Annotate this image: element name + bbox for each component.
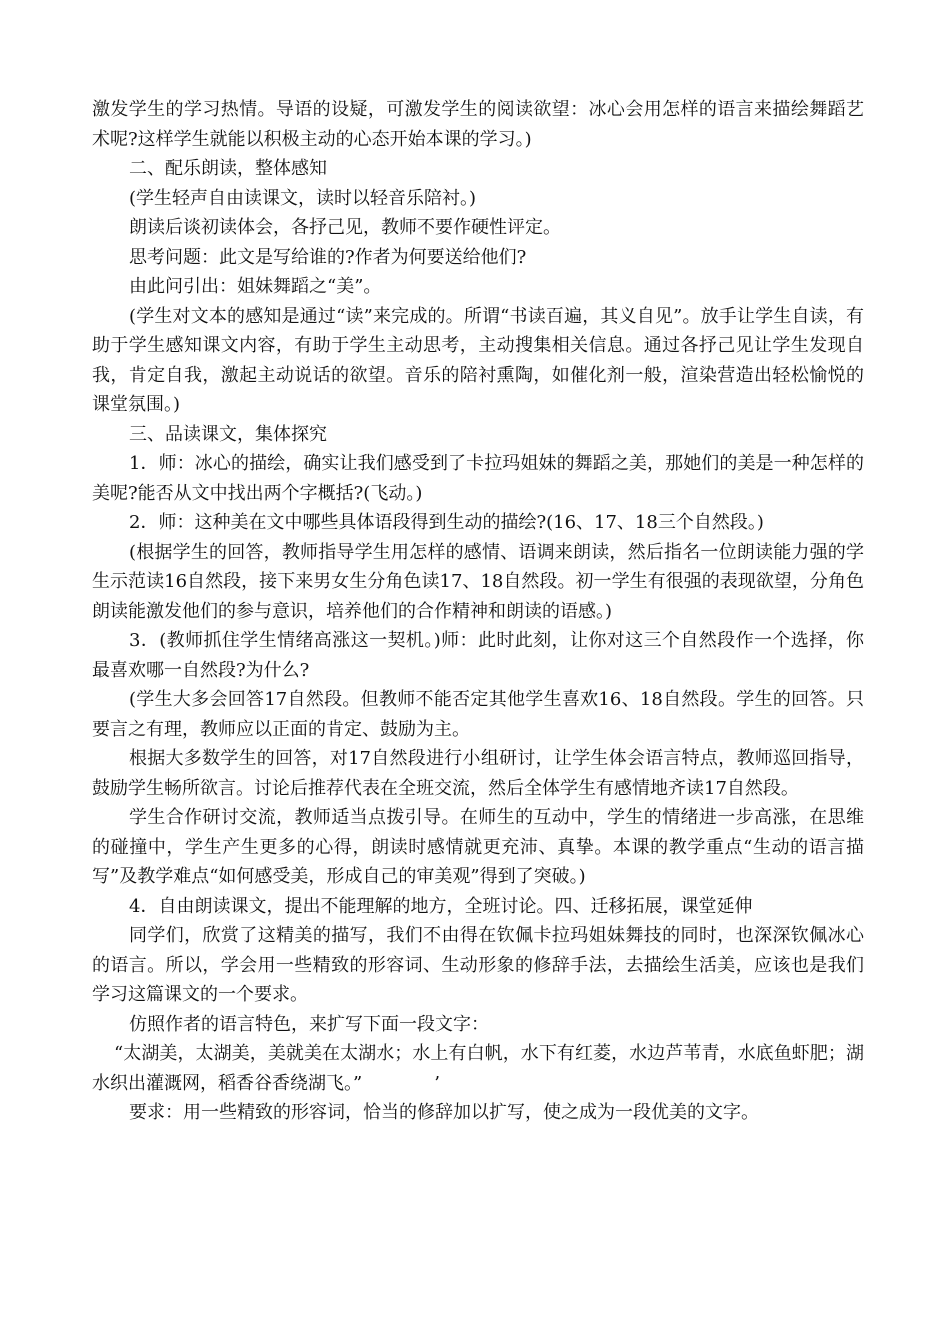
quote-text: “太湖美，太湖美，美就美在太湖水；水上有白帆，水下有红菱，水边芦苇青，水底鱼虾肥；湖水织出灌溉网，稻香谷香绕湖飞。” xyxy=(92,1043,864,1094)
paragraph-requirement: 要求：用一些精致的形容词，恰当的修辞加以扩写，使之成为一段优美的文字。 xyxy=(129,1102,759,1123)
stray-mark: ’ xyxy=(434,1072,440,1094)
paragraph-note-guidance: (根据学生的回答，教师指导学生用怎样的感情、语调来朗读，然后指名一位朗读能力强的学生示范读16自然段，接下来男女生分角色读17、18自然段。初一学生有很强的表现欲望，分角色朗读能激发他们的参与意识，培养他们的合作精神和朗读的语感。) xyxy=(92,541,864,622)
paragraph-extension: 同学们，欣赏了这精美的描写，我们不由得在钦佩卡拉玛姐妹舞技的同时，也深深钦佩冰心的语言。所以，学会用一些精致的形容词、生动形象的修辞手法，去描绘生活美，应该也是我们学习这篇课文的一个要求。 xyxy=(92,925,864,1005)
paragraph-note-reading: (学生轻声自由读课文，读时以轻音乐陪衬。) xyxy=(129,187,477,209)
paragraph-item-4: 4．自由朗读课文，提出不能理解的地方，全班讨论。四、迁移拓展，课堂延伸 xyxy=(129,895,753,917)
paragraph-question: 思考问题：此文是写给谁的?作者为何要送给他们? xyxy=(129,246,527,268)
paragraph-continuation: 激发学生的学习热情。导语的设疑，可激发学生的阅读欲望：冰心会用怎样的语言来描绘舞蹈艺术呢?这样学生就能以积极主动的心态开始本课的学习。) xyxy=(92,99,864,150)
section-heading-3: 三、品读课文，集体探究 xyxy=(129,423,327,445)
paragraph-item-1: 1．师：冰心的描绘，确实让我们感受到了卡拉玛姐妹的舞蹈之美，那她们的美是一种怎样的美呢?能否从文中找出两个字概括?(飞动。) xyxy=(92,453,864,504)
paragraph-reading-impression: 朗读后谈初读体会，各抒己见，教师不要作硬性评定。 xyxy=(129,217,561,238)
paragraph-cooperation: 学生合作研讨交流，教师适当点拨引导。在师生的互动中，学生的情绪进一步高涨，在思维的碰撞中，学生产生更多的心得，朗读时感情就更充沛、真挚。本课的教学重点“生动的语言描写”及教学难点“如何感受美，形成自己的审美观”得到了突破。) xyxy=(92,807,864,887)
paragraph-quote xyxy=(92,1039,864,1098)
paragraph-item-3: 3．(教师抓住学生情绪高涨这一契机。)师：此时此刻，让你对这三个自然段作一个选择，你最喜欢哪一自然段?为什么? xyxy=(92,630,864,681)
document-page xyxy=(92,95,864,1128)
paragraph-imitation: 仿照作者的语言特色，来扩写下面一段文字： xyxy=(129,1013,489,1035)
paragraph-item-2: 2．师：这种美在文中哪些具体语段得到生动的描绘?(16、17、18三个自然段。) xyxy=(129,512,764,533)
section-heading-2: 二、配乐朗读，整体感知 xyxy=(129,158,327,179)
paragraph-note-perception: (学生对文本的感知是通过“读”来完成的。所谓“书读百遍，其义自见”。放手让学生自读，有助于学生感知课文内容，有助于学生主动思考，主动搜集相关信息。通过各抒己见让学生发现自我，肯定自我，激起主动说话的欲望。音乐的陪衬熏陶，如催化剂一般，渲染营造出轻松愉悦的课堂氛围。) xyxy=(92,305,864,415)
paragraph-beauty: 由此问引出：姐妹舞蹈之“美”。 xyxy=(129,276,382,297)
paragraph-group-study: 根据大多数学生的回答，对17自然段进行小组研讨，让学生体会语言特点，教师巡回指导，鼓励学生畅所欲言。讨论后推荐代表在全班交流，然后全体学生有感情地齐读17自然段。 xyxy=(92,748,864,799)
paragraph-note-answers: (学生大多会回答17自然段。但教师不能否定其他学生喜欢16、18自然段。学生的回答。只要言之有理，教师应以正面的肯定、鼓励为主。 xyxy=(92,689,864,740)
